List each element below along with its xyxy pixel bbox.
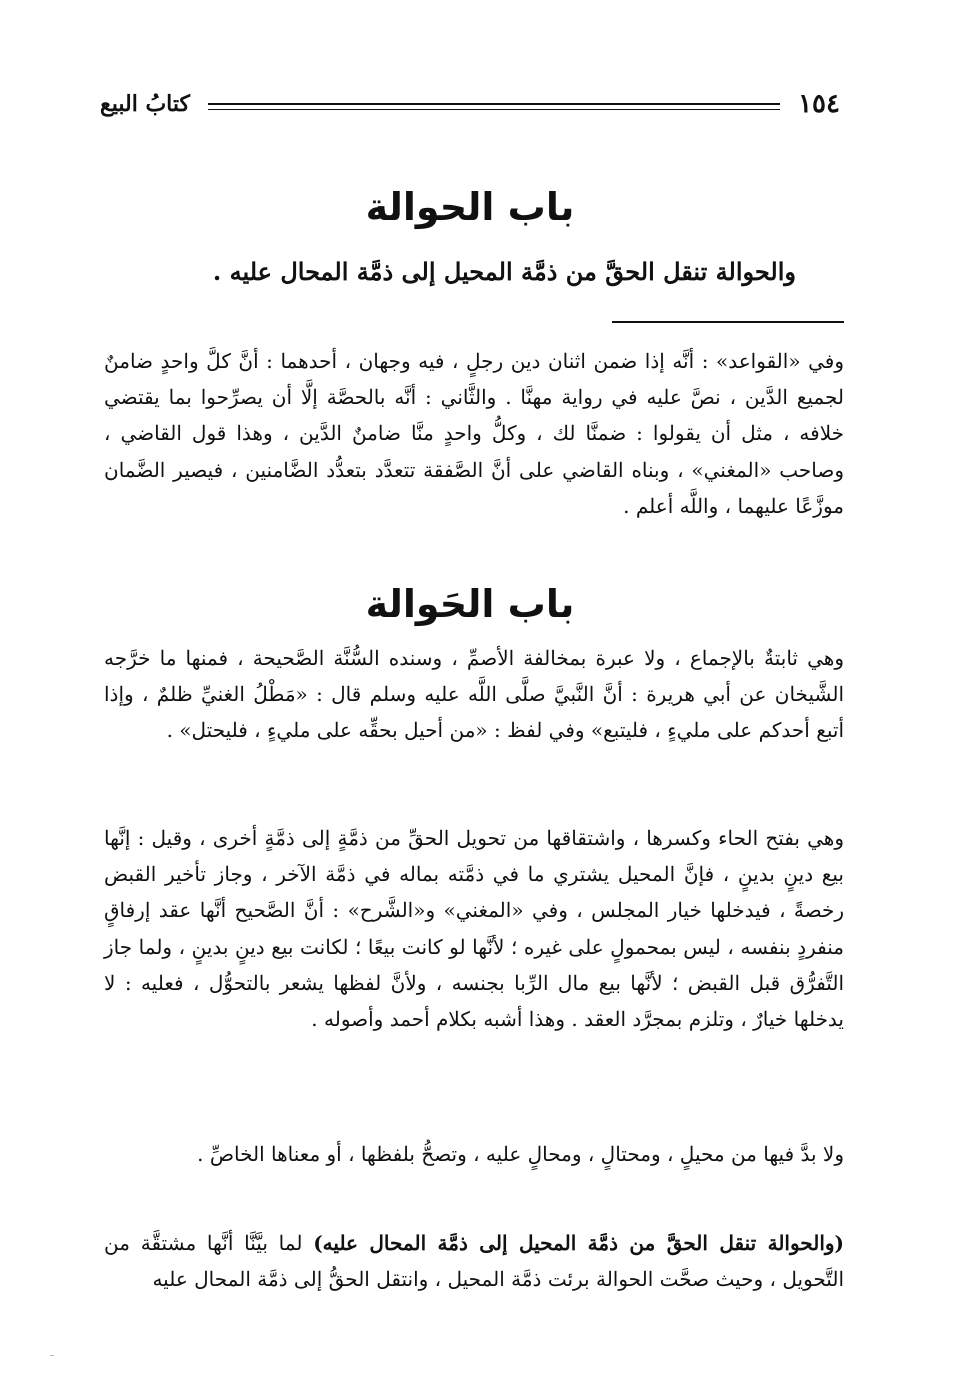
commentary-paragraph-3: ولا بدَّ فيها من محيلٍ ، ومحتالٍ ، ومحالٍ عليه ، وتصحُّ بلفظها ، أو معناها الخاصِّ . <box>197 1142 844 1166</box>
commentary-paragraph-4-rest: لما بيَّنَّا أنَّها مشتقَّة من التَّحويل ، وحيث صحَّت الحوالة برئت ذمَّة المحيل ، وانتقل الحقُّ إلى ذمَّة المحال عليه <box>104 1231 844 1292</box>
matn-text: والحوالة تنقل الحقَّ من ذمَّة المحيل إلى ذمَّة المحال عليه . <box>212 257 796 286</box>
commentary-paragraph-1: وهي ثابتةٌ بالإجماع ، ولا عبرة بمخالفة الأصمِّ ، وسنده السُّنَّة الصَّحيحة ، فمنها ما خرَّجه الشَّيخان عن أبي هريرة : أنَّ النَّبيَّ صلَّى اللَّه عليه وسلم قال : «مَطْلُ الغنيِّ ظلمٌ ، وإذا أتبع أحدكم على مليءٍ ، فليتبع» وفي لفظ : «من أحيل بحقِّه على مليءٍ ، فليحتل» . <box>104 646 844 743</box>
quoted-matn: (والحوالة تنقل الحقَّ من ذمَّة المحيل إلى ذمَّة المحال عليه) <box>313 1231 844 1255</box>
commentary-paragraph-2: وهي بفتح الحاء وكسرها ، واشتقاقها من تحويل الحقِّ من ذمَّةٍ إلى ذمَّةٍ أخرى ، وقيل : إنَّها بيع دينٍ بدينٍ ، فإنَّ المحيل يشتري ما في ذمَّته بماله في ذمَّة الآخر ، وجاز تأخير القبض رخصةً ، فيدخلها خيار المجلس ، وفي «المغني» و«الشَّرح» : أنَّ الصَّحيح أنَّها عقد إرفاقٍ منفردٍ بنفسه ، ليس بمحمولٍ على غيره ؛ لأنَّها لو كانت بيعًا ؛ لكانت بيع دينٍ بدينٍ ، ولما جاز التَّفرُّق قبل القبض ؛ لأنَّها بيع مال الرِّبا بجنسه ، ولأنَّ لفظها يشعر بالتحوُّل ، فعليه : لا يدخلها خيارٌ ، وتلزم بمجرَّد العقد . وهذا أشبه بكلام أحمد وأصوله . <box>104 826 844 1032</box>
previous-commentary-paragraph: وفي «القواعد» : أنَّه إذا ضمن اثنان دين رجلٍ ، فيه وجهان ، أحدهما : أنَّ كلَّ واحدٍ ضامنٌ لجميع الدَّين ، نصَّ عليه في رواية مهنَّا . والثَّاني : أنَّه بالحصَّة إلَّا أن يصرِّحوا بما يقتضي خلافه ، مثل أن يقولوا : ضمنَّا لك ، وكلُّ واحدٍ منَّا ضامنٌ الدَّين ، وهذا قول القاضي ، وصاحب «المغني» ، وبناه القاضي على أنَّ الصَّفقة تتعدَّد بتعدُّد الضَّامنين ، فيصير الضَّمان موزَّعًا عليهما ، واللَّه أعلم . <box>104 349 844 518</box>
scan-speck <box>50 1355 54 1356</box>
header-rule <box>208 103 780 110</box>
footnote-divider <box>612 321 844 323</box>
page-number: ١٥٤ <box>798 89 840 119</box>
commentary-paragraph-4 <box>104 1225 844 1297</box>
section-heading: باب الحوالة <box>365 185 575 229</box>
page-header <box>100 84 840 124</box>
running-title: كتابُ البيع <box>100 91 190 117</box>
commentary-heading: باب الحَوالة <box>365 582 575 626</box>
